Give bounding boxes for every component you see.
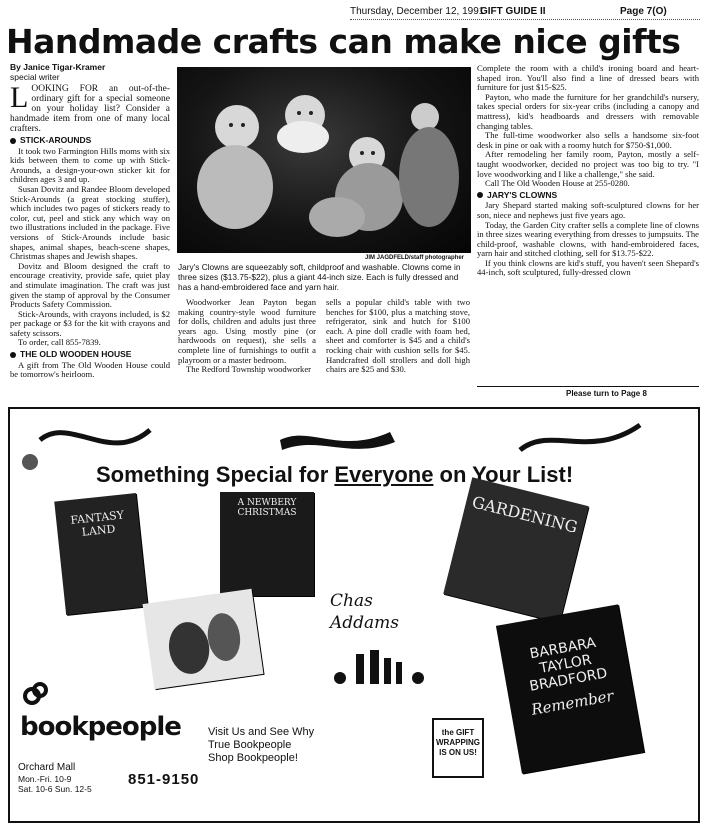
paragraph: Complete the room with a child's ironing board and heart-shaped iron. You'll also find a line of dressed bears with furniture for just $15-$25. — [477, 63, 699, 93]
paragraph: To order, call 855-7839. — [18, 337, 101, 348]
paragraph: The Redford Township woodworker — [186, 364, 312, 375]
book-cover-fantasyland: FANTASY LAND — [54, 493, 147, 615]
byline — [10, 62, 105, 82]
headline: Handmade crafts can make nice gifts — [6, 22, 681, 61]
bullet-icon — [10, 138, 16, 144]
paragraph: Call The Old Wooden House at 255-0280. — [485, 178, 630, 189]
drop-cap: L — [10, 81, 29, 114]
paragraph: Payton, who made the furniture for her grandchild's nursery, takes special orders for six-year cribs (including a canopy and mattress), kid's headboards and dressers with removable changing tables. — [477, 91, 699, 131]
addams-family-figures — [326, 642, 436, 692]
bullet-icon — [477, 192, 483, 198]
paragraph: Today, the Garden City crafter sells a complete line of clowns in three sizes wearing everything from dresses to jumpsuits. The child-proof, washable clowns, with hand-embroidered faces, yarn hair and stitched clothing, sell for $13.75-$22. — [477, 219, 699, 259]
paragraph: sells a popular child's table with two benches for $100, plus a matching stove, refrigerator, sink and hutch for $100 each. A pine doll cradle with foam bed, sheet and comforter is $45 and a child's rocking chair with cushion sells for $45. Handcrafted doll strollers and doll high chairs are $25 and $30. — [326, 297, 470, 375]
paragraph: After remodeling her family room, Payton, mostly a self-taught woodworker, decided no project was too big to try. "I love woodworking and I like a challenge," she said. — [477, 149, 699, 179]
header-rule — [350, 19, 700, 20]
article-column-left — [10, 81, 170, 380]
book-cover-gardening: GARDENING — [443, 477, 588, 622]
store-phone: 851-9150 — [128, 771, 200, 788]
continued-rule — [477, 386, 699, 387]
paragraph: Stick-Arounds, with crayons included, is $2 per package or $3 for the kit with crayons and safety scissors. — [10, 308, 170, 338]
book-cover-remember: BARBARA TAYLOR BRADFORD Remember — [496, 604, 644, 773]
ribbon-decorations — [10, 410, 698, 470]
byline-name: By Janice Tigar-Kramer — [10, 62, 106, 72]
paragraph: A gift from The Old Wooden House could be tomorrow's heirloom. — [10, 359, 170, 380]
continued-note: Please turn to Page 8 — [566, 389, 647, 398]
section-heading-old-wooden-house: THE OLD WOODEN HOUSE — [10, 350, 170, 360]
photo-credit: JIM JAGDFELD/staff photographer — [365, 255, 465, 261]
store-location: Orchard Mall — [18, 762, 76, 773]
visit-line: Visit Us and See Why — [208, 726, 315, 738]
book-cover-musicians — [143, 589, 264, 689]
bookpeople-logo: bookpeople — [20, 712, 181, 742]
visit-line: Shop Bookpeople! — [208, 752, 298, 764]
article-column-mid1 — [178, 298, 316, 375]
ad-headline: Something Special for Everyone on Your List! — [96, 462, 574, 487]
paragraph: The full-time woodworker also sells a handsome six-foot desk in pine or oak with a roomy hutch for $750-$1,000. — [477, 130, 699, 150]
clowns-illustration — [177, 67, 471, 253]
gift-wrapping-badge: the GIFT WRAPPING IS ON US! — [432, 718, 484, 778]
page-number: Page 7(O) — [620, 6, 667, 17]
store-hours-weekend: Sat. 10-6 Sun. 12-5 — [18, 784, 92, 794]
paragraph: Susan Dovitz and Randee Bloom developed Stick-Arounds (a great stocking stuffer), which includes two pages of stickers ready to color, cut, peel and stick any which way on two illustrations included in the package. Five versions of Stick-Arounds include basic shapes, animal shapes, beach-scene shapes, Christmas shapes and Jewish shapes. — [10, 183, 170, 262]
section-name: GIFT GUIDE II — [480, 6, 546, 17]
bookpeople-logo-icon — [22, 680, 50, 708]
byline-role: special writer — [10, 72, 60, 82]
store-hours-weekday: Mon.-Fri. 10-9 — [18, 774, 72, 784]
article-column-mid2 — [326, 298, 470, 375]
bullet-icon — [10, 352, 16, 358]
paragraph: Jary Shepard started making soft-sculptured clowns for her son, niece and nephews just five years ago. — [477, 200, 699, 220]
musicians-illustration — [143, 589, 264, 689]
lead-text: OOKING FOR an out-of-the-ordinary gift for a special someone on your holiday list? Consider a handmade item from one of many local crafters. — [10, 84, 170, 134]
photo-caption: Jary's Clowns are squeezably soft, childproof and washable. Clowns come in three sizes ($13.75-$22), plus a giant 44-inch size. Each is fully dressed and has a hand-embroidered face and yarn hair. — [178, 262, 461, 292]
section-heading-jarys-clowns: JARY'S CLOWNS — [477, 191, 699, 201]
book-title-chas-addams: Chas Addams — [330, 591, 400, 633]
lead-paragraph — [10, 81, 170, 134]
section-heading-stick-arounds: STICK-AROUNDS — [10, 136, 170, 146]
book-cover-newbery-christmas: A NEWBERY CHRISTMAS — [220, 492, 314, 596]
paragraph: It took two Farmington Hills moms with six kids between them to come up with Stick-Arounds, a design-your-own sticker kit for children ages 3 and up. — [10, 145, 170, 185]
issue-date: Thursday, December 12, 1991 — [350, 6, 485, 17]
paragraph: Dovitz and Bloom designed the craft to encourage creativity, provide safe, quiet play and stimulate imagination. The craft was just given the stamp of approval by the Consumer Products Safety Commission. — [10, 260, 170, 310]
article-column-right — [477, 64, 699, 278]
paragraph: Woodworker Jean Payton began making country-style wood furniture for dolls, children and adults just three years ago. Using mostly pine (or hardwoods on request), she sells a complete line of furnishings to outfit a playroom or a master bedroom. — [178, 297, 316, 365]
visit-line: True Bookpeople — [208, 739, 292, 751]
visit-message — [208, 726, 314, 765]
clowns-photo — [177, 67, 471, 253]
paragraph: If you think clowns are kid's stuff, you haven't seen Shepard's 44-inch, soft sculptured, fully-dressed clown — [477, 257, 699, 278]
